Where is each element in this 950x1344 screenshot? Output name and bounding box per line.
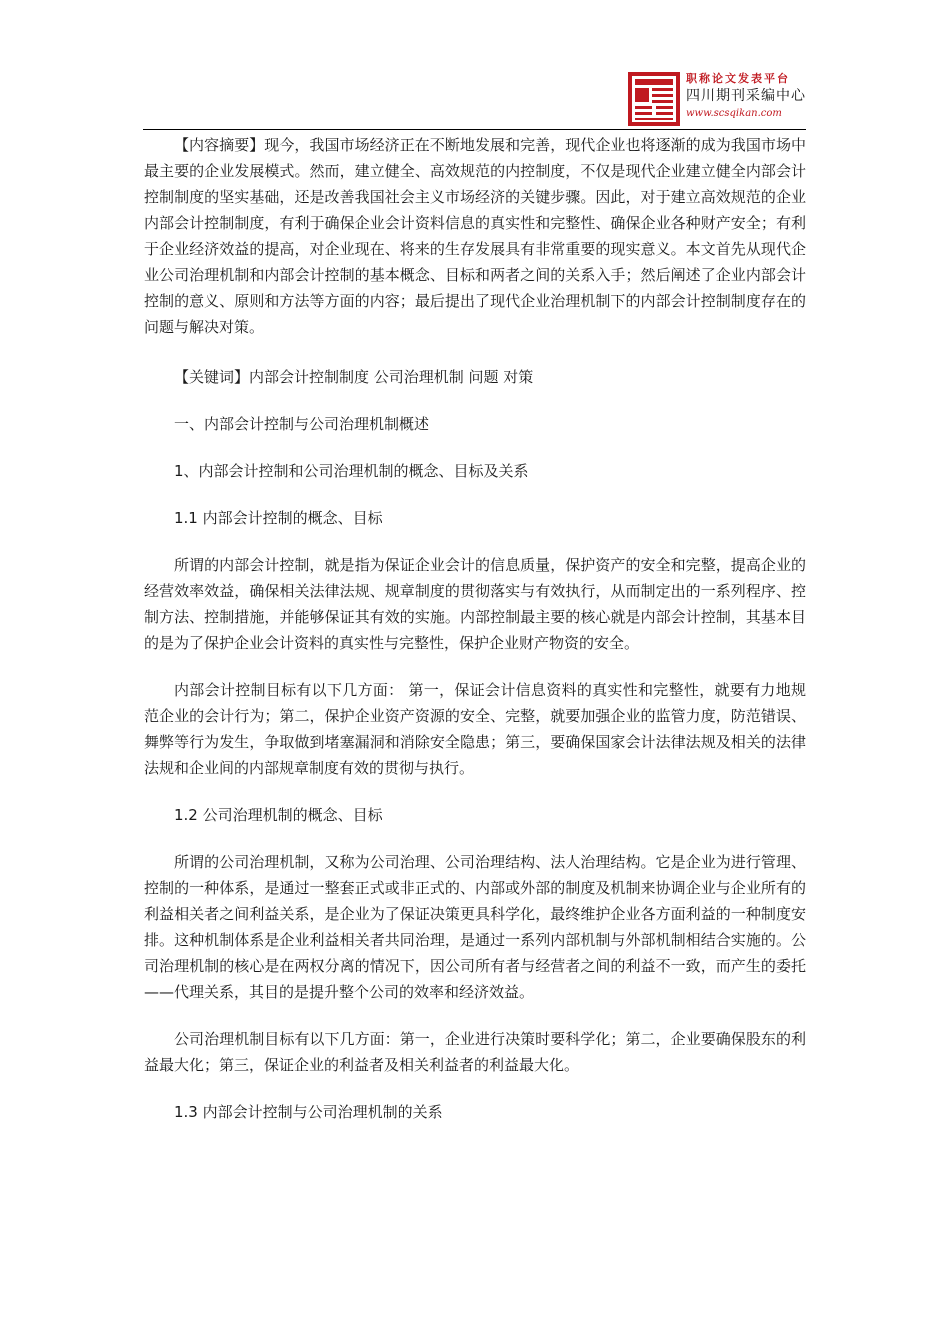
subsection-heading-1-1: 1.1 内部会计控制的概念、目标: [174, 509, 383, 527]
subsection-heading-1-2: 1.2 公司治理机制的概念、目标: [174, 806, 383, 824]
spacer: [144, 531, 806, 552]
brand-slogan: 职称论文发表平台: [686, 72, 790, 85]
brand-name: 四川期刊采编中心: [686, 88, 806, 104]
subsection-heading-1: 1、内部会计控制和公司治理机制的概念、目标及关系: [174, 462, 529, 480]
spacer: [144, 1005, 806, 1026]
spacer: [144, 656, 806, 677]
body-paragraph-1: 所谓的内部会计控制，就是指为保证企业会计的信息质量，保护资产的安全和完整，提高企业的经营效率效益，确保相关法律法规、规章制度的贯彻落实与有效执行，从而制定出的一系列程序、控制方法、控制措施，并能够保证其有效的实施。内部控制最主要的核心就是内部会计控制，其基本目的是为了保护企业会计资料的真实性与完整性，保护企业财产物资的安全。: [144, 556, 806, 652]
subsection-heading-1-3: 1.3 内部会计控制与公司治理机制的关系: [174, 1103, 443, 1121]
brand-url[interactable]: www.scsqikan.com: [686, 108, 782, 119]
document-body: [144, 132, 806, 1125]
page-header: [628, 72, 828, 128]
section-heading-1: 一、内部会计控制与公司治理机制概述: [174, 415, 430, 433]
spacer: [144, 437, 806, 458]
body-paragraph-3: 所谓的公司治理机制，又称为公司治理、公司治理结构、法人治理结构。它是企业为进行管理、控制的一种体系，是通过一整套正式或非正式的、内部或外部的制度及机制来协调企业与企业所有的利益相关者之间利益关系，是企业为了保证决策更具科学化，最终维护企业各方面利益的一种制度安排。这种机制体系是企业利益相关者共同治理，是通过一系列内部机制与外部机制相结合实施的。公司治理机制的核心是在两权分离的情况下，因公司所有者与经营者之间的利益不一致，而产生的委托——代理关系，其目的是提升整个公司的效率和经济效益。: [144, 853, 806, 1001]
spacer: [144, 828, 806, 849]
spacer: [144, 484, 806, 505]
spacer: [144, 781, 806, 802]
spacer: [144, 390, 806, 411]
body-paragraph-4: 公司治理机制目标有以下几方面：第一，企业进行决策时要科学化；第二，企业要确保股东的利益最大化；第三，保证企业的利益者及相关利益者的利益最大化。: [144, 1030, 806, 1074]
spacer: [144, 1078, 806, 1099]
body-paragraph-2: 内部会计控制目标有以下几方面： 第一，保证会计信息资料的真实性和完整性，就要有力地规范企业的会计行为；第二，保护企业资产资源的安全、完整，就要加强企业的监管力度，防范错误、舞弊等行为发生，争取做到堵塞漏洞和消除安全隐患；第三，要确保国家会计法律法规及相关的法律法规和企业间的内部规章制度有效的贯彻与执行。: [144, 681, 806, 777]
abstract-paragraph: 【内容摘要】现今，我国市场经济正在不断地发展和完善，现代企业也将逐渐的成为我国市场中最主要的企业发展模式。然而，建立健全、高效规范的内控制度，不仅是现代企业建立健全内部会计控制制度的坚实基础，还是改善我国社会主义市场经济的关键步骤。因此，对于建立高效规范的企业内部会计控制制度，有利于确保企业会计资料信息的真实性和完整性、确保企业各种财产安全；有利于企业经济效益的提高，对企业现在、将来的生存发展具有非常重要的现实意义。本文首先从现代企业公司治理机制和内部会计控制的基本概念、目标和两者之间的关系入手；然后阐述了企业内部会计控制的意义、原则和方法等方面的内容；最后提出了现代企业治理机制下的内部会计控制制度存在的问题与解决对策。: [144, 136, 806, 336]
brand-text: [686, 72, 836, 121]
newspaper-icon: [628, 72, 680, 126]
header-divider: [143, 129, 806, 130]
keywords-line: 【关键词】内部会计控制制度 公司治理机制 问题 对策: [174, 368, 534, 386]
